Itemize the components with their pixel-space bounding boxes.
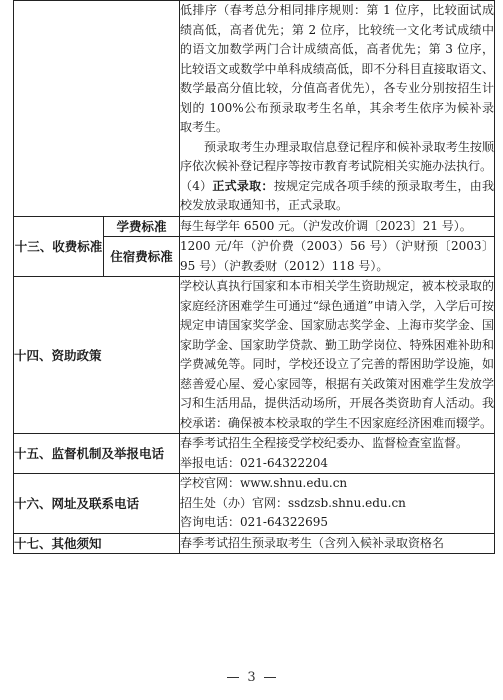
row-other-notes xyxy=(14,533,495,554)
section-14-text: 学校认真执行国家和本市相关学生资助规定，被本校录取的家庭经济困难学生可通过“绿色通道”申请入学，入学后可按规定申请国家奖学金、国家励志奖学金、上海市奖学金、国家助学金、国家助学贷款、勤工助学岗位、特殊困难补助和学费减免等。同时，学校还设立了完善的帮困助学设施，如慈善爱心屋、爱心家园等，根据有关政策对困难学生发放学习和生活用品，提供活动场所，开展各类资助育人活动。我校承诺：确保被本校录取的学生不因家庭经济困难而辍学。 xyxy=(180,277,495,434)
row-financial-aid xyxy=(14,277,495,434)
para-c-rest: 按规定完成各项手续的预录取考生，由我校发放录取通知书，正式录取。 xyxy=(180,178,494,212)
para-c-bold: 正式录取： xyxy=(212,178,274,193)
section-12-label-cell xyxy=(14,1,180,217)
row-section-12-continued xyxy=(14,1,495,217)
admissions-table xyxy=(13,0,495,554)
footer-dash-left xyxy=(227,677,239,678)
section-14-label: 十四、资助政策 xyxy=(14,277,180,434)
housing-fee-label: 住宿费标准 xyxy=(104,237,180,277)
section-13-label: 十三、收费标准 xyxy=(14,216,104,277)
page-number: 3 xyxy=(247,670,256,685)
section-16-label: 十六、网址及联系电话 xyxy=(14,474,180,534)
footer-dash-right xyxy=(264,677,276,678)
section-12-para-b: 预录取考生办理录取信息登记程序和候补录取考生按顺序依次候补登记程序等按市教育考试院相关实施办法执行。 xyxy=(180,139,494,173)
section-17-label: 十七、其他须知 xyxy=(14,533,180,554)
section-12-para-c xyxy=(180,177,494,216)
tuition-text: 每生每学年 6500 元。（沪发改价调〔2023〕21 号）。 xyxy=(180,216,495,237)
section-16-content xyxy=(180,474,495,534)
section-12-para-a: 低排序（春考总分相同排序规则：第 1 位序，比较面试成绩高低，高者优先；第 2 位序，比较统一文化考试成绩中的语文加数学两门合计成绩高低，高者优先；第 3 位序，比较语文或数学中单科成绩高低，即不分科目直接取语文、数学最高分值比较，分值高者优先），各专业分别按招生计划的 100%公布预录取考生名单，其余考生依序为候补录取考生。 xyxy=(180,3,494,134)
report-phone: 举报电话：021-64322204 xyxy=(180,455,329,470)
tuition-label: 学费标准 xyxy=(104,216,180,237)
housing-fee-text: 1200 元/年（沪价费（2003）56 号）（沪财预〔2003〕95 号）（沪教委财（2012）118 号）。 xyxy=(180,237,495,277)
admissions-office-website: 招生处（办）官网：ssdzsb.shnu.edu.cn xyxy=(180,495,406,510)
school-website: 学校官网：www.shnu.edu.cn xyxy=(180,476,348,490)
row-supervision xyxy=(14,434,495,474)
section-17-text: 春季考试招生预录取考生（含列入候补录取资格名 xyxy=(180,533,495,554)
row-contact xyxy=(14,474,495,534)
section-15-label: 十五、监督机制及举报电话 xyxy=(14,434,180,474)
section-12-content xyxy=(180,1,495,217)
section-15-content xyxy=(180,434,495,474)
page-footer xyxy=(0,670,503,685)
para-c-prefix: （4） xyxy=(180,178,213,193)
row-tuition xyxy=(14,216,495,237)
consult-phone: 咨询电话：021-64322695 xyxy=(180,515,329,529)
section-15-text: 春季考试招生全程接受学校纪委办、监督检查室监督。 xyxy=(180,436,469,450)
